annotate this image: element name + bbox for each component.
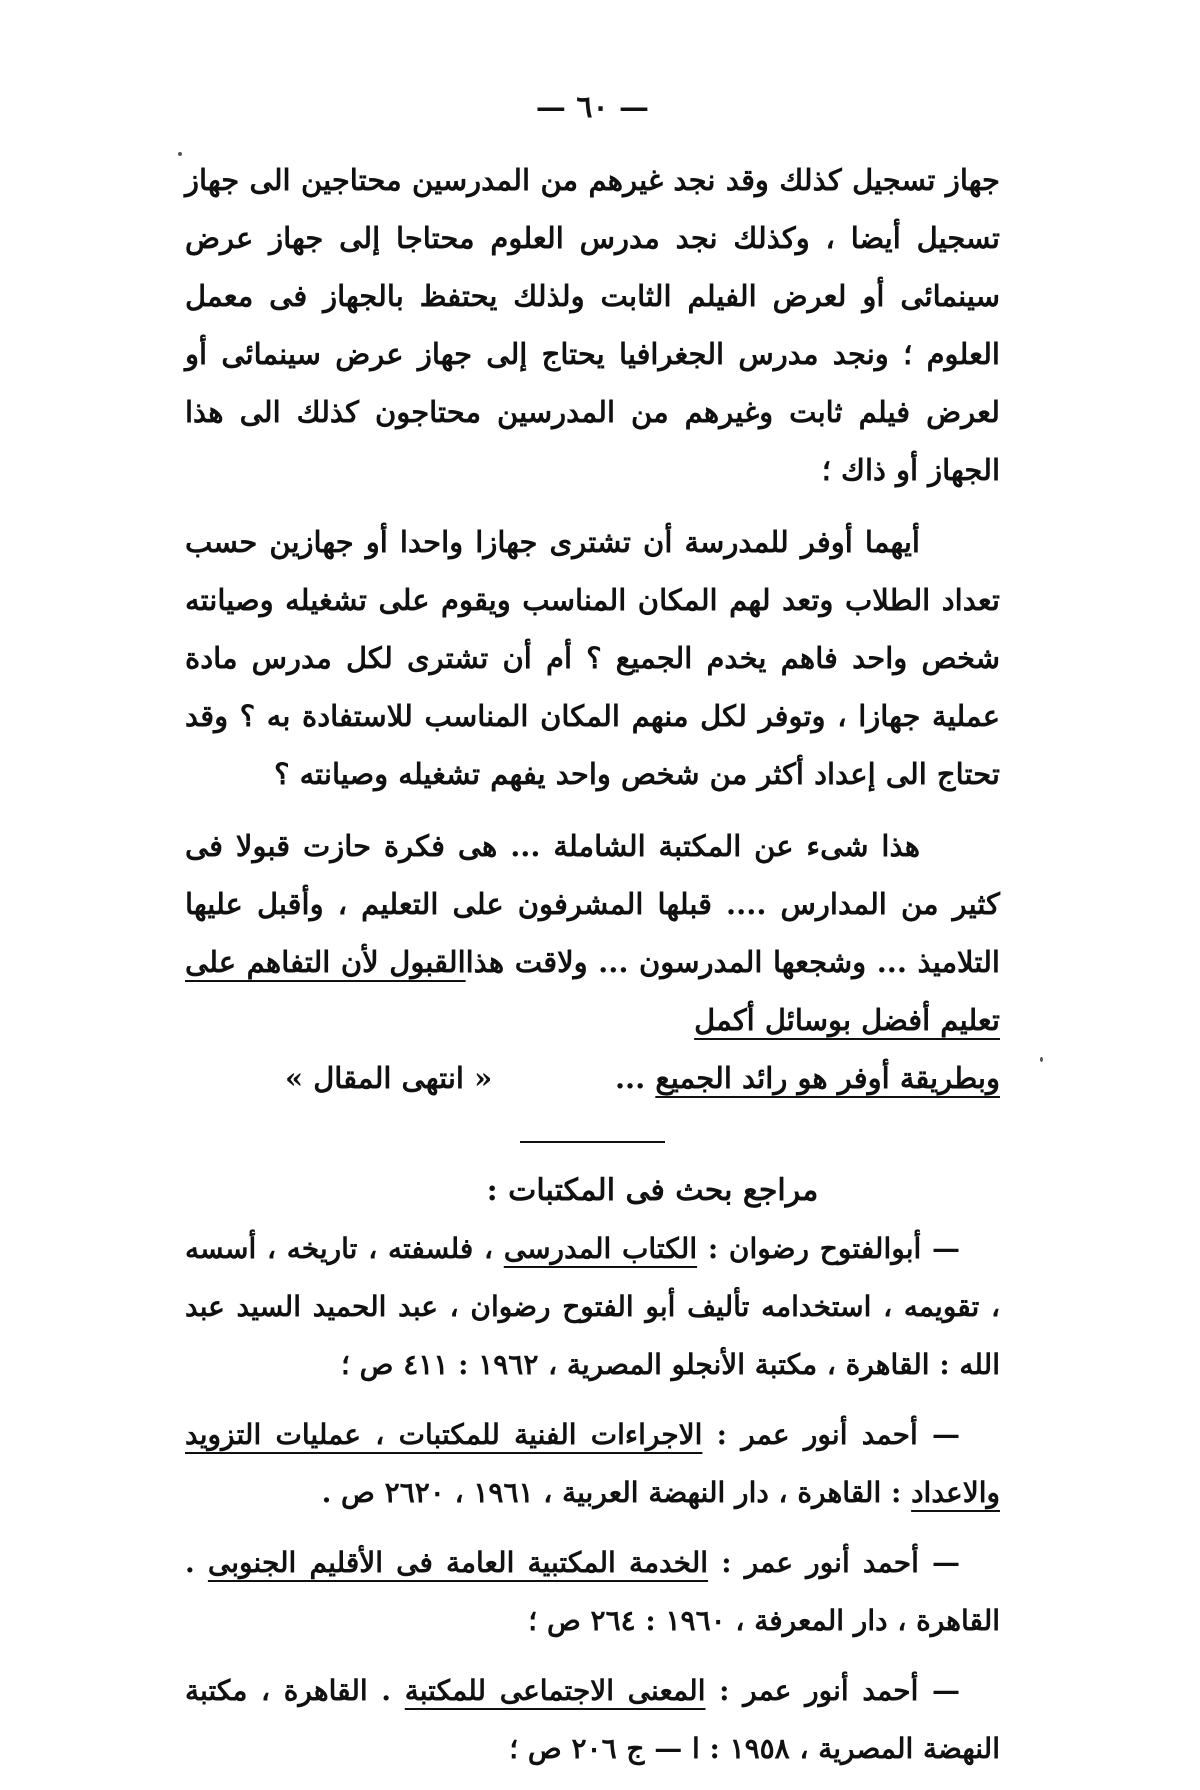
page-number: — ٦٠ — — [535, 90, 650, 125]
section-divider — [520, 1141, 665, 1143]
reference-author: — أبوالفتوح رضوان : — [697, 1232, 961, 1265]
scan-speck — [178, 152, 182, 156]
closing-dots: ... — [614, 1061, 656, 1095]
reference-item — [185, 1662, 1000, 1778]
reference-item — [185, 1534, 1000, 1650]
closing-text — [615, 1049, 1000, 1107]
reference-title: الكتاب المدرسى — [503, 1232, 698, 1265]
reference-details: . القاهرة ، دار المعرفة ، ١٩٦٠ : ٢٦٤ ص ؛ — [185, 1546, 1000, 1637]
closing-line — [185, 1049, 1000, 1107]
scan-speck — [1040, 1057, 1043, 1062]
reference-details: ، فلسفته ، تاريخه ، أسسه ، تقويمه ، استخدامه تأليف أبو الفتوح رضوان ، عبد الحميد السيد عبد الله : القاهرة ، مكتبة الأنجلو المصرية ، ١٩٦٢ : ٤١١ ص ؛ — [185, 1232, 1000, 1381]
reference-author: — أحمد أنور عمر : — [705, 1674, 961, 1707]
document-page — [185, 90, 1000, 1790]
references-title: مراجع بحث فى المكتبات : — [486, 1173, 819, 1208]
reference-title: الاجراءات الفنية للمكتبات ، عمليات التزويد والاعداد — [185, 1418, 1000, 1509]
paragraph-3-underlined: القبول لأن التفاهم على تعليم أفضل بوسائل أكمل — [185, 945, 1000, 1037]
reference-details: . القاهرة ، مكتبة النهضة المصرية ، ١٩٥٨ : ا — ج ٢٠٦ ص ؛ — [185, 1674, 1000, 1765]
closing-underlined: وبطريقة أوفر هو رائد الجميع — [655, 1061, 1000, 1095]
reference-title: الخدمة المكتبية العامة فى الأقليم الجنوبى — [207, 1546, 709, 1579]
reference-title: المعنى الاجتماعى للمكتبة — [404, 1674, 706, 1707]
paragraph-2: أيهما أوفر للمدرسة أن تشترى جهازا واحدا أو جهازين حسب تعداد الطلاب وتعد لهم المكان المناسب ويقوم على تشغيله وصيانته شخص واحد فاهم يخدم الجميع ؟ أم أن تشترى لكل مدرس مادة عملية جهازا ، وتوفر لكل منهم المكان المناسب للاستفادة به ؟ وقد تحتاج الى إعداد أكثر من شخص واحد يفهم تشغيله وصيانته ؟ — [185, 525, 1000, 791]
reference-author: — أحمد أنور عمر : — [702, 1418, 961, 1451]
reference-details: : القاهرة ، دار النهضة العربية ، ١٩٦١ ، ٢٦٢٠ ص . — [321, 1476, 912, 1509]
reference-item — [185, 1220, 1000, 1394]
end-of-article-note: « انتهى المقال » — [285, 1061, 493, 1095]
reference-item — [185, 1406, 1000, 1522]
paragraph-1: جهاز تسجيل كذلك وقد نجد غيرهم من المدرسين محتاجين الى جهاز تسجيل أيضا ، وكذلك نجد مدرس العلوم محتاجا إلى جهاز عرض سينمائى أو لعرض الفيلم الثابت ولذلك يحتفظ بالجهاز فى معمل العلوم ؛ ونجد مدرس الجغرافيا يحتاج إلى جهاز عرض سينمائى أو لعرض فيلم ثابت وغيرهم من المدرسين محتاجون كذلك الى هذا الجهاز أو ذاك ؛ — [185, 163, 1000, 487]
paragraph-3-body: هذا شىء عن المكتبة الشاملة ... هى فكرة حازت قبولا فى كثير من المدارس .... قبلها المشرفون على التعليم ، وأقبل عليها التلاميذ ... وشجعها المدرسون ... ولاقت هذا — [185, 829, 1000, 979]
paragraph-3 — [185, 817, 1000, 1049]
reference-author: — أحمد أنور عمر : — [708, 1546, 961, 1579]
